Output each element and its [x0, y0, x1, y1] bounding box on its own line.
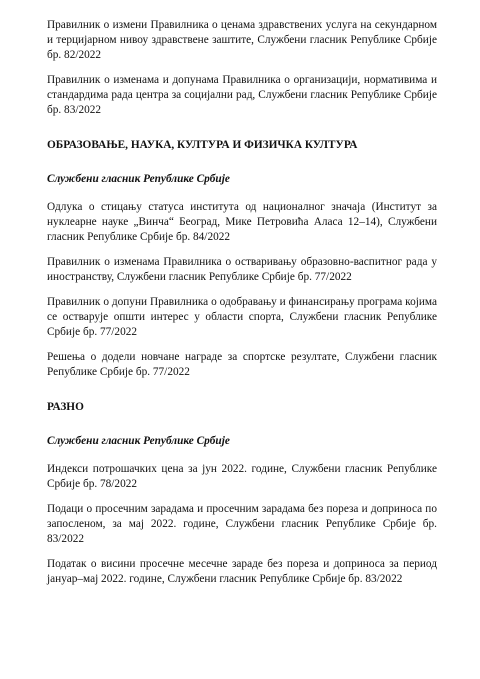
education-item-4: Решења о додели новчане награде за спортске резултате, Службени гласник Републике Србије бр. 77/2022	[47, 351, 437, 378]
document-page	[47, 18, 437, 587]
gazette-heading-misc: Службени гласник Републике Србије	[47, 435, 230, 447]
intro-paragraph-1: Правилник о измени Правилника о ценама здравствених услуга на секундарном и терцијарном нивоу здравствене заштите, Службени гласник Републике Србије бр. 82/2022	[47, 19, 437, 61]
education-item-1: Одлука о стицању статуса института од националног значаја (Институт за нуклеарне науке „Винча“ Београд, Мике Петровића Аласа 12–14), Службени гласник Републике Србије бр. 84/2022	[47, 201, 437, 243]
section-heading-misc: РАЗНО	[47, 401, 84, 413]
education-item-2: Правилник о изменама Правилника о остваривању образовно-васпитног рада у иностранству, Службени гласник Републике Србије бр. 77/2022	[47, 256, 437, 283]
misc-item-3: Податак о висини просечне месечне зараде без пореза и доприноса за период јануар–мај 2022. године, Службени гласник Републике Србије бр. 83/2022	[47, 558, 437, 585]
intro-paragraph-2: Правилник о изменама и допунама Правилника о организацији, нормативима и стандардима рада центра за социјални рад, Службени гласник Републике Србије бр. 83/2022	[47, 74, 437, 116]
misc-item-2: Подаци о просечним зарадама и просечним зарадама без пореза и доприноса по запосленом, за мај 2022. године, Службени гласник Републике Србије бр. 83/2022	[47, 503, 437, 545]
section-heading-education: ОБРАЗОВАЊЕ, НАУКА, КУЛТУРА И ФИЗИЧКА КУЛТУРА	[47, 139, 358, 151]
gazette-heading-education: Службени гласник Републике Србије	[47, 173, 230, 185]
misc-item-1: Индекси потрошачких цена за јун 2022. године, Службени гласник Републике Србије бр. 78/2022	[47, 463, 437, 490]
education-item-3: Правилник о допуни Правилника о одобравању и финансирању програма којима се остварује општи интерес у области спорта, Службени гласник Републике Србије бр. 77/2022	[47, 296, 437, 338]
